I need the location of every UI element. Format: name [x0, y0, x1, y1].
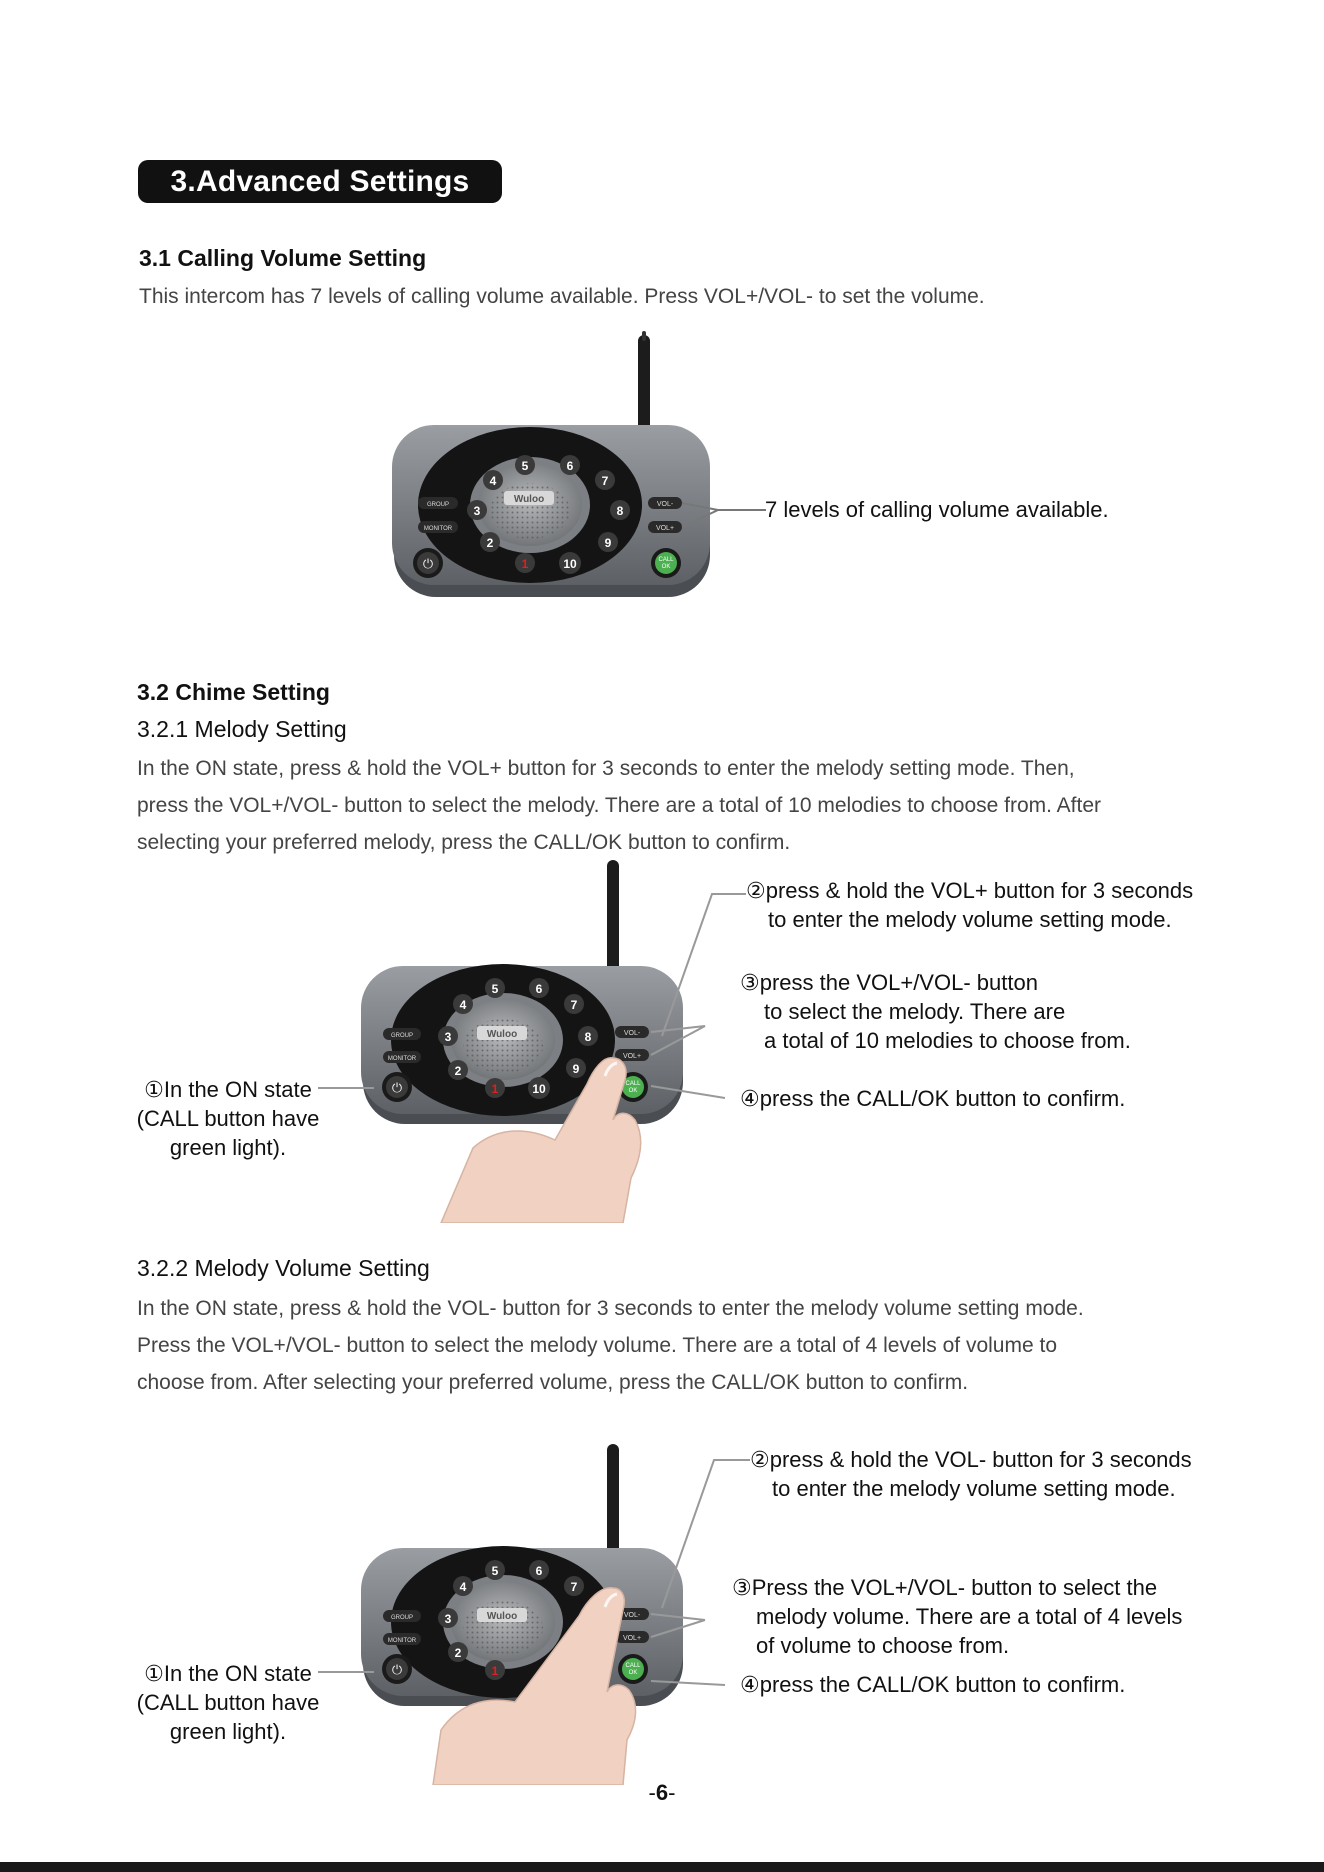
callout-step2-a: ②press & hold the VOL+ button for 3 seconds to enter the melody volume setting mode.: [746, 878, 1194, 932]
section-title: 3.Advanced Settings: [138, 160, 502, 203]
page-number: -6-: [648, 1780, 676, 1805]
svg-text:VOL+: VOL+: [622, 1635, 642, 1642]
svg-text:Wuloo: Wuloo: [486, 1029, 518, 1040]
svg-text:2: 2: [486, 536, 494, 550]
callout-step2-b: ②press & hold the VOL- button for 3 seconds to enter the melody volume setting mode.: [750, 1447, 1192, 1501]
svg-text:3: 3: [444, 1612, 452, 1626]
svg-text:VOL-: VOL-: [623, 1030, 641, 1037]
svg-text:OK: OK: [628, 1088, 638, 1094]
svg-text:5: 5: [521, 459, 529, 473]
svg-text:VOL+: VOL+: [655, 525, 675, 532]
callout-line-step2-a: [660, 890, 750, 1040]
svg-text:VOL+: VOL+: [622, 1053, 642, 1060]
svg-text:8: 8: [616, 504, 624, 518]
paragraph-3-2-1-line1: In the ON state, press & hold the VOL+ button for 3 seconds to enter the melody setting mode. Then,: [137, 757, 1075, 780]
svg-text:5: 5: [491, 982, 499, 996]
callout-step1-b: ①In the ON state (CALL button have green light).: [136, 1661, 320, 1744]
svg-text:⏻: ⏻: [391, 1080, 403, 1095]
svg-text:MONITOR: MONITOR: [387, 1056, 417, 1062]
svg-text:10: 10: [563, 557, 577, 571]
heading-3-1: 3.1 Calling Volume Setting: [139, 245, 427, 271]
svg-text:OK: OK: [661, 564, 671, 570]
svg-text:⏻: ⏻: [391, 1662, 403, 1677]
svg-text:10: 10: [532, 1082, 546, 1096]
bottom-rule: [0, 1862, 1324, 1872]
svg-text:2: 2: [454, 1646, 462, 1660]
svg-text:1: 1: [491, 1664, 499, 1678]
svg-text:6: 6: [566, 459, 574, 473]
svg-text:1: 1: [521, 557, 529, 571]
svg-text:1: 1: [491, 1082, 499, 1096]
heading-3-2-2: 3.2.2 Melody Volume Setting: [137, 1255, 430, 1281]
svg-text:GROUP: GROUP: [426, 502, 450, 508]
paragraph-3-2-1-line3: selecting your preferred melody, press the CALL/OK button to confirm.: [137, 831, 791, 854]
svg-text:VOL-: VOL-: [623, 1612, 641, 1619]
svg-text:9: 9: [604, 536, 612, 550]
svg-text:GROUP: GROUP: [390, 1033, 414, 1039]
svg-text:3: 3: [444, 1030, 452, 1044]
callout-line-3-1: [718, 505, 766, 517]
heading-3-2-1: 3.2.1 Melody Setting: [137, 716, 347, 742]
intercom-device-image-1: [380, 325, 720, 625]
svg-text:8: 8: [584, 1030, 592, 1044]
svg-text:7: 7: [570, 998, 578, 1012]
svg-text:7: 7: [570, 1580, 578, 1594]
svg-text:3: 3: [473, 504, 481, 518]
paragraph-3-1: This intercom has 7 levels of calling volume available. Press VOL+/VOL- to set the volume.: [139, 285, 985, 308]
svg-text:⏻: ⏻: [422, 556, 434, 571]
paragraph-3-2-2-line3: choose from. After selecting your preferred volume, press the CALL/OK button to confirm.: [137, 1371, 969, 1394]
callout-step1-a: ①In the ON state (CALL button have green light).: [136, 1077, 320, 1160]
svg-text:6: 6: [535, 982, 543, 996]
svg-text:7: 7: [601, 474, 609, 488]
svg-text:CALL: CALL: [625, 1663, 641, 1669]
svg-text:GROUP: GROUP: [390, 1615, 414, 1621]
callout-step4-a: ④press the CALL/OK button to confirm.: [740, 1086, 1126, 1111]
paragraph-3-2-2-line2: Press the VOL+/VOL- button to select the melody volume. There are a total of 4 levels of volume to: [137, 1334, 1058, 1357]
svg-text:MONITOR: MONITOR: [423, 526, 453, 532]
callout-step4-b: ④press the CALL/OK button to confirm.: [740, 1672, 1126, 1697]
svg-text:5: 5: [491, 1564, 499, 1578]
callout-step3-b: ③Press the VOL+/VOL- button to select the melody volume. There are a total of 4 levels of volume to choose from.: [732, 1575, 1183, 1658]
svg-text:OK: OK: [628, 1670, 638, 1676]
svg-text:VOL-: VOL-: [656, 501, 674, 508]
svg-text:CALL: CALL: [625, 1081, 641, 1087]
svg-text:6: 6: [535, 1564, 543, 1578]
svg-text:MONITOR: MONITOR: [387, 1638, 417, 1644]
svg-text:4: 4: [459, 1580, 467, 1594]
callout-3-1: 7 levels of calling volume available.: [765, 497, 1109, 522]
svg-text:Wuloo: Wuloo: [513, 494, 545, 505]
callout-step3-a: ③press the VOL+/VOL- button to select the melody. There are a total of 10 melodies to choose from.: [740, 970, 1131, 1053]
svg-text:4: 4: [489, 474, 497, 488]
svg-text:4: 4: [459, 998, 467, 1012]
svg-text:9: 9: [572, 1062, 580, 1076]
svg-text:Wuloo: Wuloo: [486, 1611, 518, 1622]
svg-text:CALL: CALL: [658, 557, 674, 563]
paragraph-3-2-1-line2: press the VOL+/VOL- button to select the melody. There are a total of 10 melodies to choose from. After: [137, 794, 1101, 817]
heading-3-2: 3.2 Chime Setting: [137, 679, 330, 705]
svg-text:2: 2: [454, 1064, 462, 1078]
paragraph-3-2-2-line1: In the ON state, press & hold the VOL- button for 3 seconds to enter the melody volume setting mode.: [137, 1297, 1084, 1320]
